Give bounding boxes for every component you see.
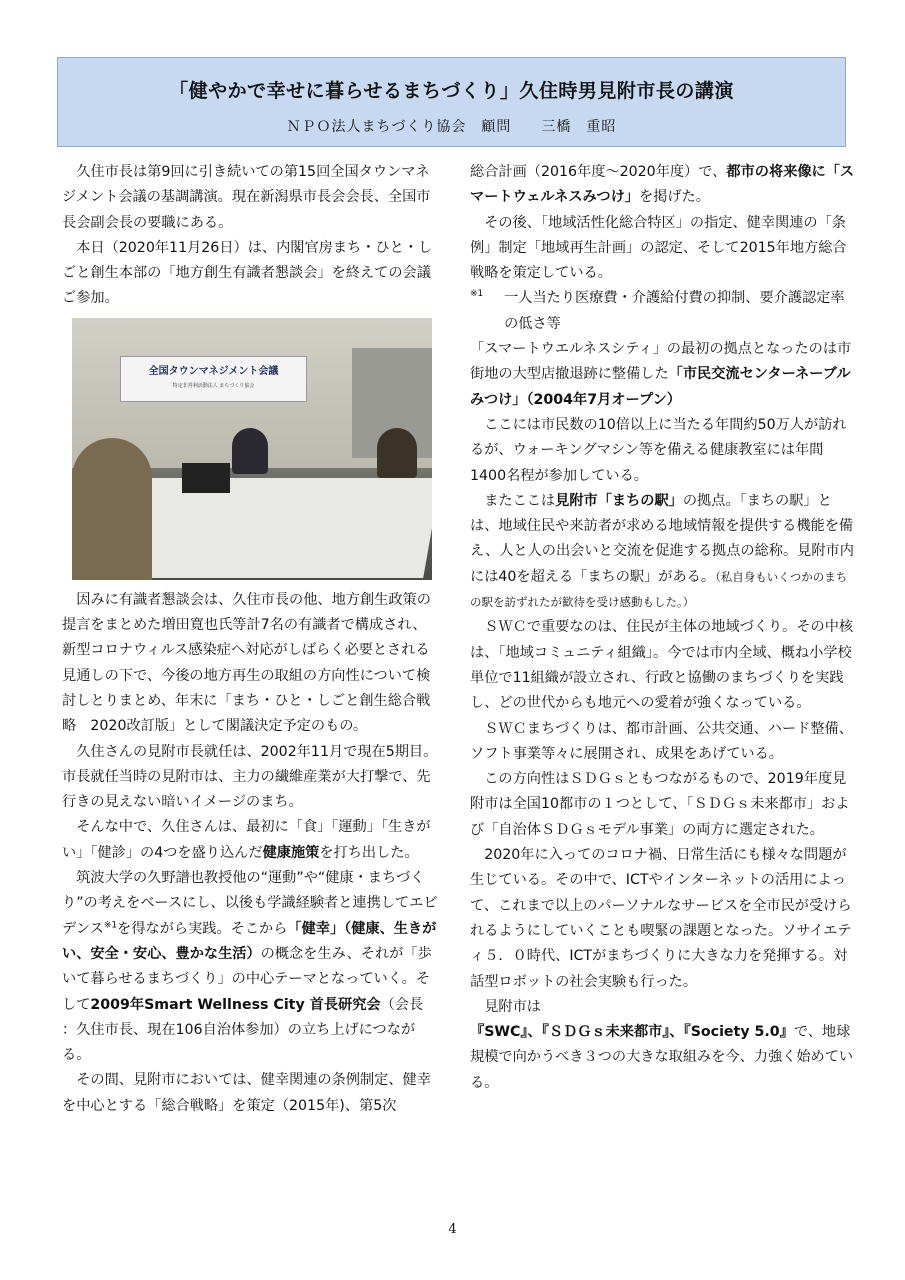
- page-number: 4: [448, 1222, 457, 1237]
- text-span: の拠点。「まちの駅」とは、地域住民や来訪者が求める地域情報を提供する機能を備え、人と人の出会いと交流を促進する拠点の総称。見附市内には40を超える「まちの駅」がある。: [470, 492, 854, 585]
- bold-span: 2009年Smart Wellness City 首長研究会: [90, 996, 381, 1013]
- article-title: 「健やかで幸せに暮らせるまちづくり」久住時男見附市長の講演: [169, 80, 734, 102]
- paragraph: 本日（2020年11月26日）は、内閣官房まち・ひと・しごと創生本部の「地方創生有識者懇談会」を終えての会議ご参加。: [62, 239, 433, 307]
- paragraph: 2020年に入ってのコロナ禍、日常生活にも様々な問題が生じている。その中で、ICTやインターネットの活用によって、これまで以上のパーソナルなサービスを全市民が受けられるようにしていくことも喫緊の課題となった。ソサイエティ５．０時代、ICTがまちづくりに大きな力を発揮する。対話型ロボットの社会実験も行った。: [470, 847, 852, 990]
- paragraph: 因みに有識者懇談会は、久住市長の他、地方創生政策の提言をまとめた増田寛也氏等計7名の有識者で構成され、新型コロナウィルス感染症へ対応がしばらく必要とされる見通しの下で、今後の地方再生の取組の方向性について検討しとりまとめ、年末に「まち・ひと・しごと創生総合戦略 2020改訂版」として閣議決定予定のもの。: [62, 591, 431, 735]
- paragraph: その後、「地域活性化総合特区」の指定、健幸関連の「条例」制定「地域再生計画」の認定、そして2015年地方総合戦略を策定している。: [470, 214, 847, 282]
- footnote-mark: ※1: [103, 919, 118, 930]
- small-note: （私自身もいくつかのまちの駅を訪ずれたが歓待を受け感動もした。）: [470, 569, 848, 610]
- bold-span: 『SWC』、『ＳＤＧｓ未来都市』、『Society 5.0』: [470, 1024, 794, 1041]
- text-span: 総合計画（2016年度～2020年度）で、: [470, 164, 727, 180]
- paragraph: [470, 337, 858, 413]
- left-column: [62, 160, 440, 1119]
- text-span: （会長 ：久住市長、現在106自治体参加）の立ち上げにつながる。: [62, 996, 424, 1064]
- bold-span: 健康施策: [262, 844, 320, 861]
- bold-span: 「市民交流センターネーブルみつけ」（2004年7月オープン）: [470, 366, 851, 408]
- text-span: そんな中で、久住さんは、最初に「食」「運動」「生きがい」「健診」の4つを盛り込んだ: [62, 819, 431, 861]
- text-span: を打ち出した。: [319, 844, 419, 861]
- footnote-mark: ※1: [470, 289, 484, 300]
- photo-banner-sub: 特定非営利活動法人 まちづくり協会: [172, 382, 255, 389]
- bold-span: 都市の将来像に「スマートウェルネスみつけ」: [470, 164, 855, 206]
- paragraph: 久住市長は第9回に引き続いての第15回全国タウンマネジメント会議の基調講演。現在新潟県市長会会長、全国市長会副会長の要職にある。: [62, 164, 431, 231]
- author-line: ＮＰＯ法人まちづくり協会 顧問 三橋 重昭: [286, 119, 617, 135]
- header-box: [57, 57, 846, 147]
- paragraph: ＳＷＣで重要なのは、住民が主体の地域づくり。その中核は、「地域コミュニティ組織」。今では市内全域、概ね小学校単位で11組織が設立され、行政と協働のまちづくりを実践し、どの世代からも地元への愛着が強くなっている。: [470, 619, 854, 712]
- text-span: を掲げた。: [638, 189, 710, 206]
- right-column: [470, 160, 858, 1096]
- photo-banner-title: 全国タウンマネジメント会議: [148, 365, 279, 377]
- paragraph: ここには市民数の10倍以上に当たる年間約50万人が訪れるが、ウォーキングマシン等を備える健康教室には年間1400名程が参加している。: [470, 416, 847, 484]
- meeting-photo: [72, 318, 432, 580]
- footnote: [470, 286, 858, 337]
- text-span: 筑波大学の久野譜也教授他の“運動”や“健康・まちづくり”の考えをベースにし、以後も学識経験者と連携してエビデンス: [62, 870, 438, 937]
- footnote-text: 一人当たり医療費・介護給付費の抑制、要介護認定率の低さ等: [504, 290, 845, 332]
- text-span: を得ながら実践。そこから: [117, 920, 288, 937]
- text-span: 見附市は: [484, 998, 541, 1015]
- paragraph: この方向性はＳＤＧｓともつながるもので、2019年度見附市は全国10都市の１つとして、「ＳＤＧｓ未来都市」および「自治体ＳＤＧｓモデル事業」の両方に選定された。: [470, 771, 850, 838]
- text-span: で、地球規模で向かうべき３つの大きな取組みを今、力強く始めている。: [470, 1024, 854, 1091]
- text-span: またここは: [484, 492, 556, 509]
- paragraph: ＳＷＣまちづくりは、都市計画、公共交通、ハード整備、ソフト事業等々に展開され、成果をあげている。: [470, 720, 853, 762]
- bold-span: 「健幸」（健康、生きがい、安全・安心、豊かな生活）: [62, 920, 437, 962]
- paragraph: [62, 815, 440, 866]
- bold-span: 見附市「まちの駅」: [555, 492, 683, 509]
- paragraph: [470, 995, 858, 1096]
- text-span: の概念を生み、それが「歩いて暮らせるまちづくり」の中心テーマとなっていく。そして: [62, 945, 432, 1013]
- paragraph: 久住さんの見附市長就任は、2002年11月で現在5期目。市長就任当時の見附市は、主力の繊維産業が大打撃で、先行きの見えない暗いイメージのまち。: [62, 743, 438, 811]
- photo-banner: [120, 356, 307, 402]
- paragraph: [470, 489, 858, 615]
- paragraph: [62, 866, 440, 1068]
- paragraph: [470, 160, 858, 211]
- text-span: 「スマートウエルネスシティ」の最初の拠点となったのは市街地の大型店撤退跡に整備した: [470, 341, 852, 383]
- paragraph: その間、見附市においては、健幸関連の条例制定、健幸を中心とする「総合戦略」を策定（2015年)、第5次: [62, 1072, 431, 1114]
